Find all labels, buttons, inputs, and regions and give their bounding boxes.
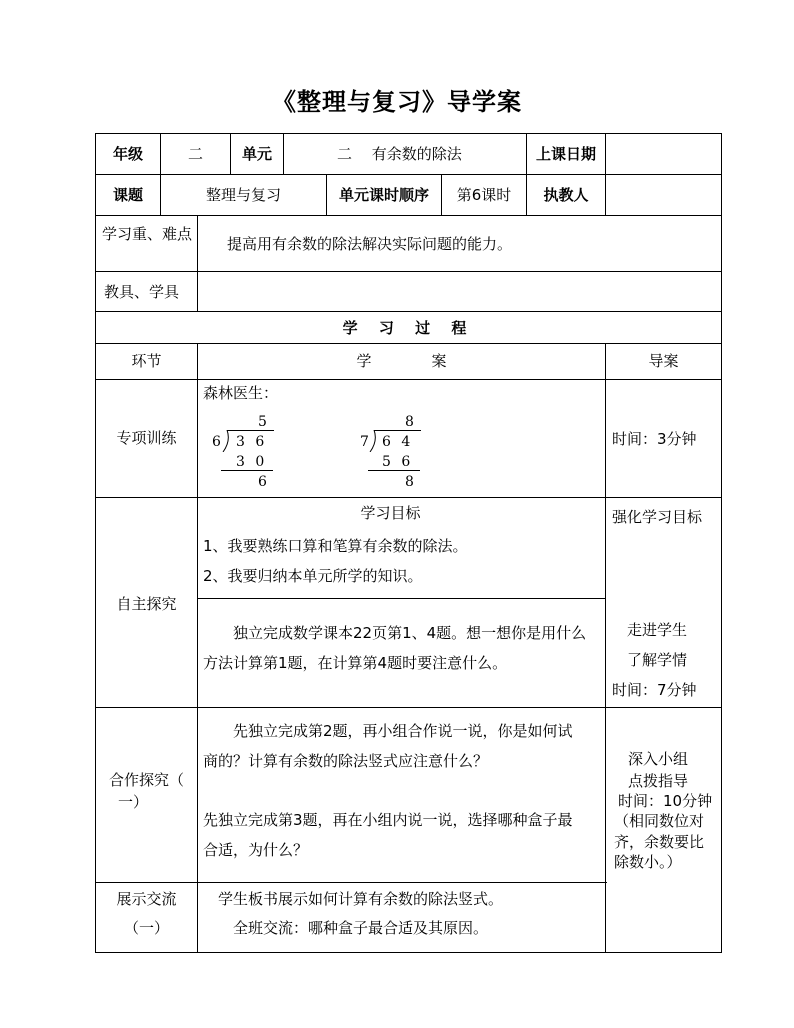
div2-bracket-top xyxy=(374,430,421,431)
col-divider xyxy=(605,174,606,216)
focus-label: 学习重、难点 xyxy=(102,225,193,243)
unit-label: 单元 xyxy=(241,145,272,163)
coop-p1-line-1: 先独立完成第2题，再小组合作说一说，你是如何试 xyxy=(233,722,573,740)
column-guide: 导案 xyxy=(648,352,679,370)
table-border-top xyxy=(95,133,722,134)
col-divider xyxy=(605,343,606,953)
div1-remainder: 6 xyxy=(258,474,267,490)
order-value: 第6课时 xyxy=(456,186,512,204)
table-border-right xyxy=(721,133,722,953)
explore-guide-2: 走进学生 xyxy=(627,621,688,639)
div1-bracket-top xyxy=(227,430,274,431)
drill-guide: 时间：3分钟 xyxy=(612,430,697,448)
drill-stage: 专项训练 xyxy=(116,429,177,447)
div2-dividend: 6 4 xyxy=(382,434,414,450)
coop-p2-line-1: 先独立完成第3题，再在小组内说一说，选择哪种盒子最 xyxy=(203,811,573,829)
explore-guide-1: 强化学习目标 xyxy=(612,508,703,526)
col-divider xyxy=(197,215,198,312)
explore-stage: 自主探究 xyxy=(116,595,177,613)
row-divider xyxy=(95,174,722,175)
row-divider xyxy=(95,882,607,883)
column-plan: 学 案 xyxy=(356,352,447,370)
order-label: 单元课时顺序 xyxy=(338,186,429,204)
explore-guide-4: 时间：7分钟 xyxy=(612,681,697,699)
show-stage-line-2: （一） xyxy=(123,919,169,937)
table-border-left xyxy=(95,133,96,953)
coop-guide-5: 齐，余数要比 xyxy=(614,833,705,851)
div2-bracket-curve xyxy=(368,430,378,452)
explore-guide-3: 了解学情 xyxy=(627,651,688,669)
col-divider xyxy=(605,133,606,175)
row-divider xyxy=(95,215,722,216)
row-divider xyxy=(95,707,722,708)
row-divider xyxy=(95,311,722,312)
div1-dividend: 3 6 xyxy=(236,434,268,450)
coop-stage-line-2: 一） xyxy=(118,793,149,811)
table-border-bottom xyxy=(95,952,722,953)
row-divider xyxy=(95,497,722,498)
div2-remainder: 8 xyxy=(405,474,414,490)
column-stage: 环节 xyxy=(131,352,162,370)
show-line-2: 全班交流：哪种盒子最合适及其原因。 xyxy=(233,919,489,937)
div2-product: 5 6 xyxy=(382,454,414,470)
col-divider xyxy=(197,343,198,953)
tools-label: 教具、学具 xyxy=(104,283,180,301)
goal-item-1: 1、我要熟练口算和笔算有余数的除法。 xyxy=(203,537,468,555)
div1-bracket-curve xyxy=(221,430,231,452)
div2-quotient: 8 xyxy=(405,414,414,430)
coop-guide-3: 时间：10分钟 xyxy=(618,792,713,810)
document-title: 《整理与复习》导学案 xyxy=(272,88,522,116)
div2-subtract-line xyxy=(368,470,420,471)
show-line-1: 学生板书展示如何计算有余数的除法竖式。 xyxy=(218,890,504,908)
div1-subtract-line xyxy=(221,470,273,471)
col-divider xyxy=(283,133,284,175)
teacher-label: 执教人 xyxy=(543,186,589,204)
grade-value: 二 xyxy=(187,145,203,163)
coop-p2-line-2: 合适，为什么？ xyxy=(203,841,309,859)
drill-intro: 森林医生： xyxy=(203,384,279,402)
task-line-2: 方法计算第1题，在计算第4题时要注意什么。 xyxy=(203,654,508,672)
coop-p1-line-2: 商的？计算有余数的除法竖式应注意什么？ xyxy=(203,752,489,770)
grade-label: 年级 xyxy=(112,145,143,163)
coop-guide-1: 深入小组 xyxy=(628,750,689,768)
row-divider xyxy=(95,343,722,344)
date-label: 上课日期 xyxy=(535,145,596,163)
row-divider xyxy=(95,379,722,380)
coop-guide-4: （相同数位对 xyxy=(614,812,705,830)
div1-quotient: 5 xyxy=(258,414,267,430)
coop-stage-line-1: 合作探究（ xyxy=(108,771,184,789)
div2-divisor: 7 xyxy=(360,434,369,450)
task-line-1: 独立完成数学课本22页第1、4题。想一想你是用什么 xyxy=(233,624,587,642)
coop-guide-6: 除数小。） xyxy=(614,853,682,871)
div1-divisor: 6 xyxy=(212,434,221,450)
goal-title: 学习目标 xyxy=(360,504,421,522)
row-divider xyxy=(95,271,722,272)
inner-divider xyxy=(197,598,605,599)
topic-label: 课题 xyxy=(112,186,143,204)
process-header: 学 习 过 程 xyxy=(342,319,475,337)
topic-value: 整理与复习 xyxy=(205,186,281,204)
focus-value: 提高用有余数的除法解决实际问题的能力。 xyxy=(227,235,513,253)
coop-guide-2: 点拨指导 xyxy=(628,772,689,790)
unit-value: 二 有余数的除法 xyxy=(337,145,462,163)
div1-product: 3 0 xyxy=(236,454,268,470)
goal-item-2: 2、我要归纳本单元所学的知识。 xyxy=(203,567,423,585)
show-stage-line-1: 展示交流 xyxy=(116,890,177,908)
